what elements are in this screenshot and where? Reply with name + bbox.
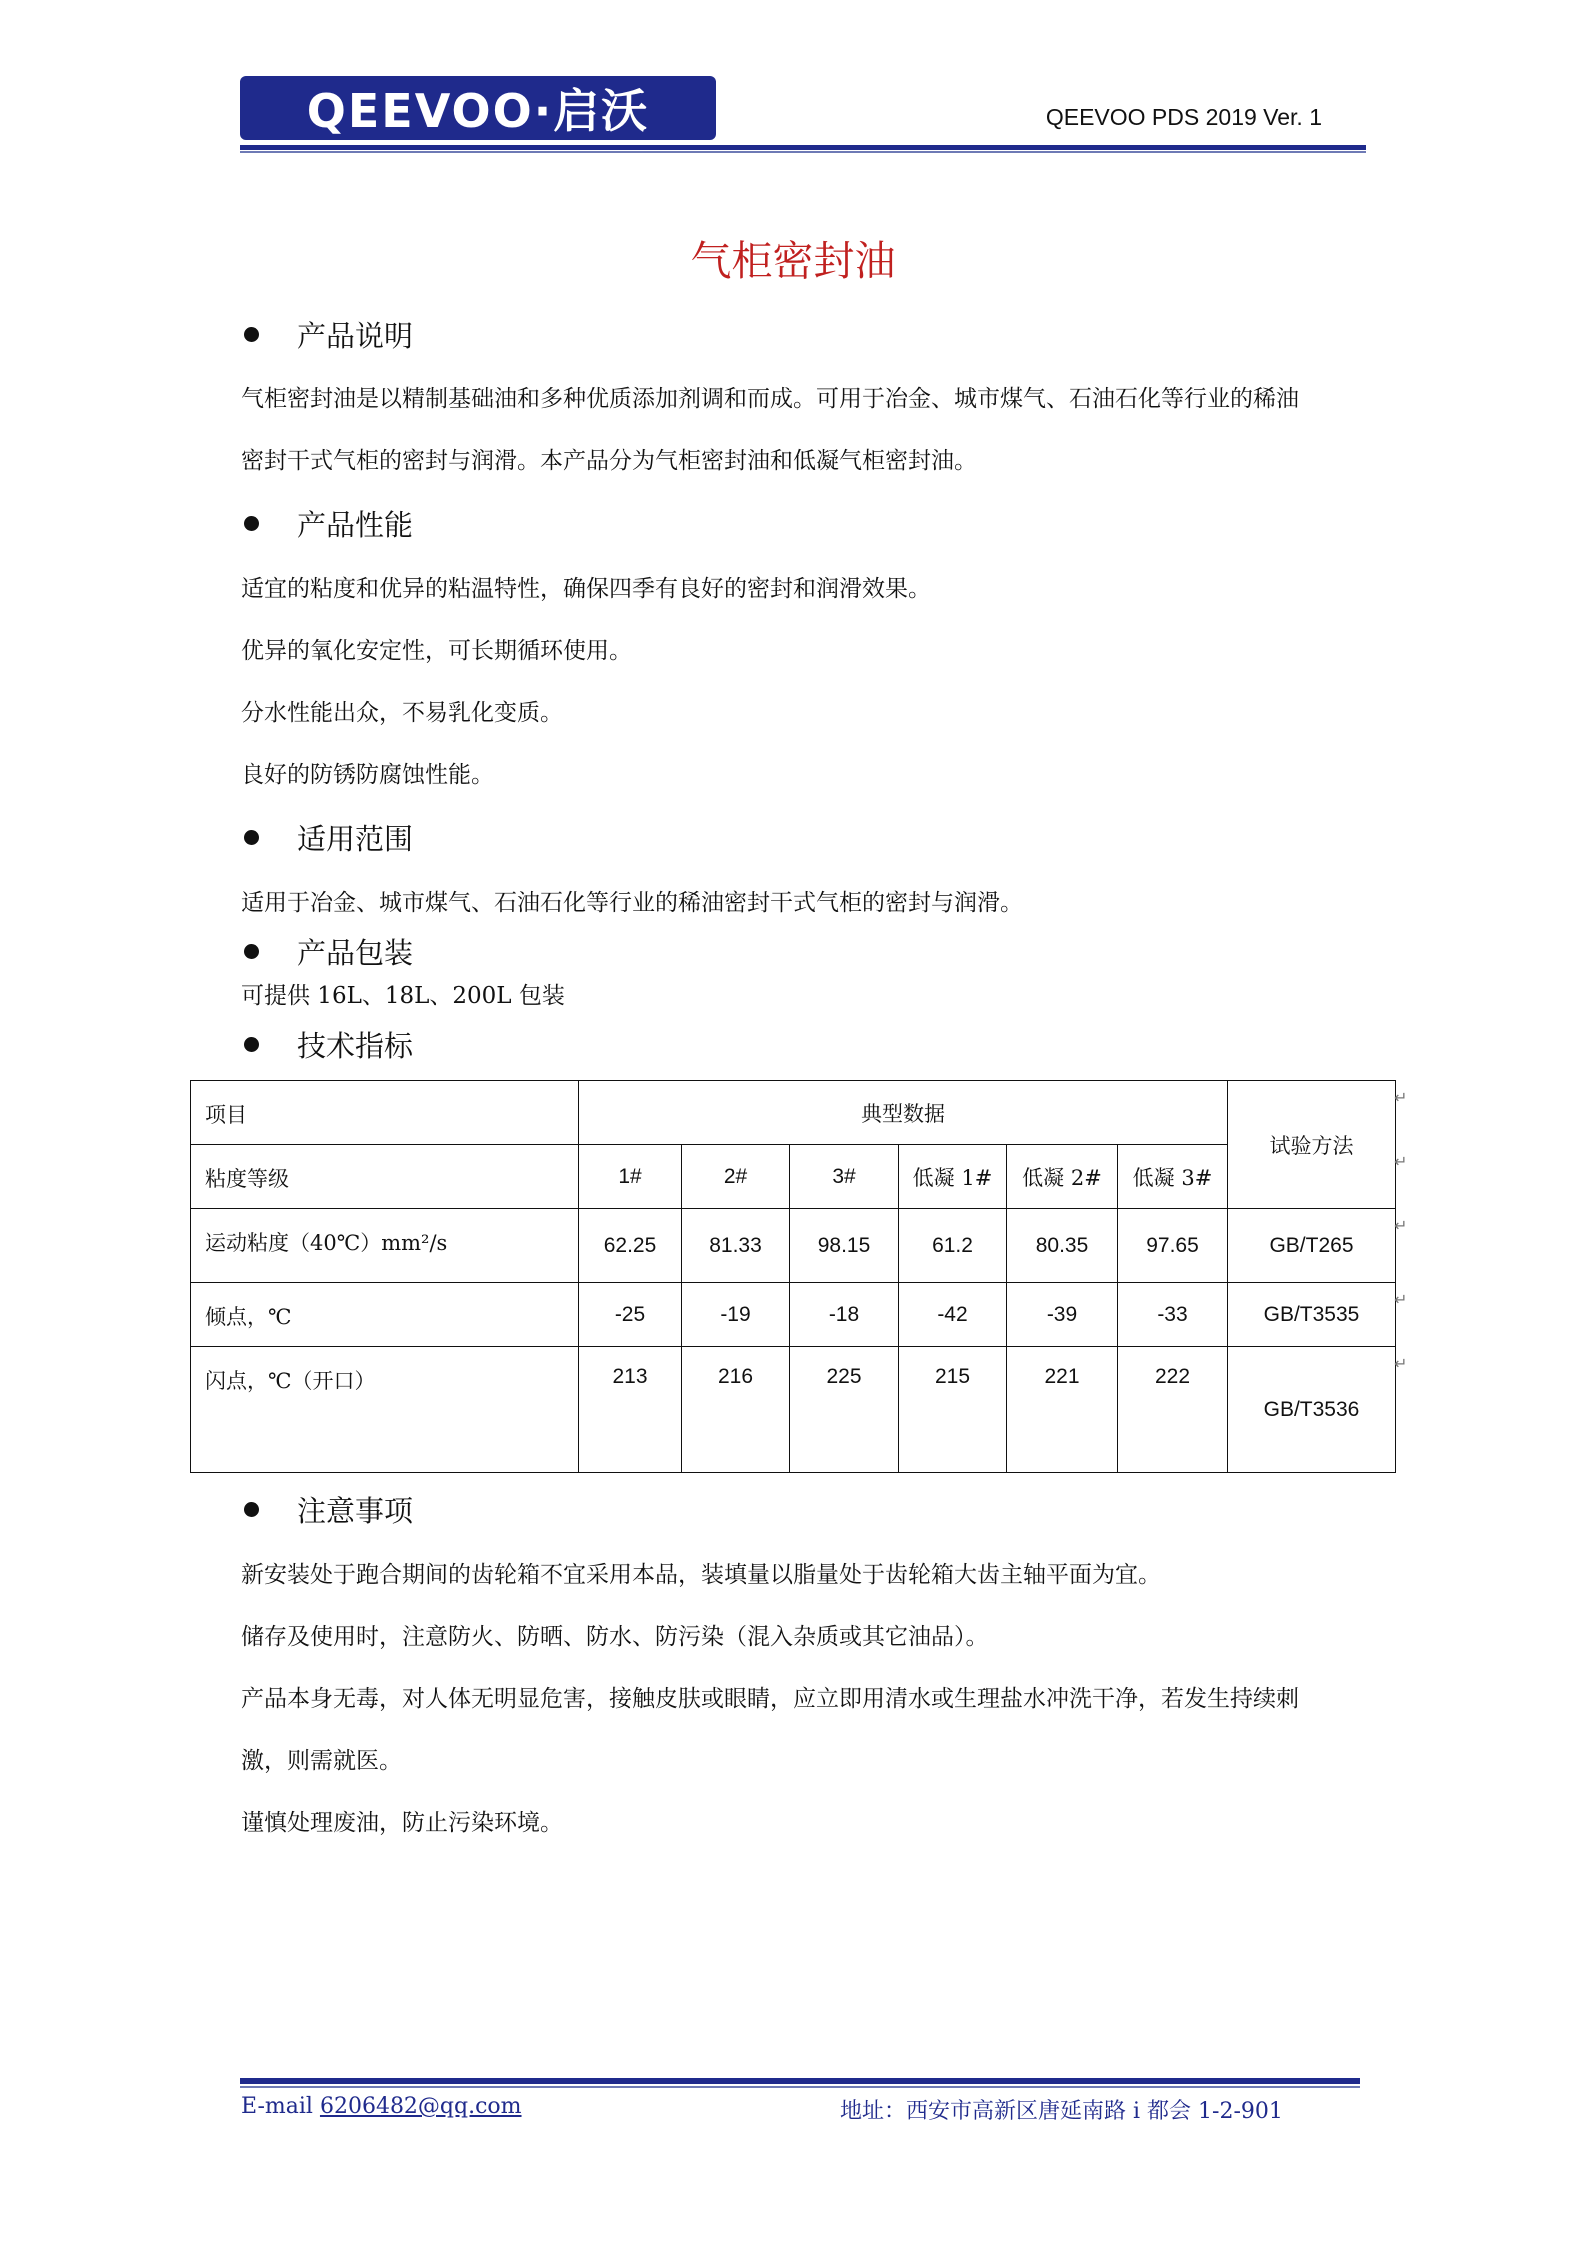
performance-line-3: 分水性能出众，不易乳化变质。 <box>241 700 563 726</box>
grade-cell: 3# <box>790 1145 899 1209</box>
logo-text: QEEVOO·启沃 <box>306 84 650 138</box>
email-link[interactable]: 6206482@qq.com <box>319 2094 522 2119</box>
header-divider <box>240 145 1366 150</box>
spec-table <box>190 1080 1396 1473</box>
table-row <box>191 1209 1396 1283</box>
bullet-icon <box>244 1037 259 1052</box>
bullet-icon <box>244 327 259 342</box>
value-cell: 225 <box>790 1347 899 1473</box>
value-cell: -25 <box>579 1283 682 1347</box>
method-cell: GB/T265 <box>1228 1209 1396 1283</box>
notes-line-2: 储存及使用时，注意防火、防晒、防水、防污染（混入杂质或其它油品）。 <box>241 1624 989 1650</box>
packaging-line-1: 可提供 16L、18L、200L 包装 <box>241 983 565 1009</box>
bullet-icon <box>244 944 259 959</box>
value-cell: 81.33 <box>682 1209 790 1283</box>
document-id: QEEVOO PDS 2019 Ver. 1 <box>1045 104 1322 130</box>
company-logo <box>240 76 716 140</box>
return-mark-icon: ↵ <box>1394 1152 1408 1171</box>
return-mark-icon: ↵ <box>1394 1290 1408 1309</box>
value-cell: -42 <box>899 1283 1007 1347</box>
method-cell: GB/T3536 <box>1228 1347 1396 1473</box>
value-cell: -18 <box>790 1283 899 1347</box>
grade-cell: 2# <box>682 1145 790 1209</box>
value-cell: 215 <box>899 1347 1007 1473</box>
notes-line-3: 产品本身无毒，对人体无明显危害，接触皮肤或眼睛，应立即用清水或生理盐水冲洗干净，若发生持续刺 <box>241 1686 1299 1712</box>
footer-address: 地址：西安市高新区唐延南路 i 都会 1-2-901 <box>840 2099 1283 2124</box>
table-row <box>191 1283 1396 1347</box>
value-cell: -33 <box>1118 1283 1228 1347</box>
section-scope-heading: 适用范围 <box>240 817 413 858</box>
section-description-heading: 产品说明 <box>240 314 413 355</box>
bullet-icon <box>244 516 259 531</box>
row-label-cell: 闪点，℃（开口） <box>191 1347 579 1473</box>
value-cell: 221 <box>1007 1347 1118 1473</box>
header-method-cell: 试验方法 <box>1228 1081 1396 1209</box>
table-grade-row <box>191 1145 1396 1209</box>
row-label-cell: 运动粘度（40℃）mm²/s <box>191 1209 579 1283</box>
footer-divider-thin <box>240 2086 1360 2088</box>
section-specs-heading: 技术指标 <box>240 1024 413 1065</box>
description-line-1: 气柜密封油是以精制基础油和多种优质添加剂调和而成。可用于冶金、城市煤气、石油石化等行业的稀油 <box>241 386 1299 412</box>
header-data-cell: 典型数据 <box>579 1081 1228 1145</box>
performance-line-2: 优异的氧化安定性，可长期循环使用。 <box>241 638 632 664</box>
performance-line-4: 良好的防锈防腐蚀性能。 <box>241 762 494 788</box>
notes-line-4: 激，则需就医。 <box>241 1748 402 1774</box>
scope-line-1: 适用于冶金、城市煤气、石油石化等行业的稀油密封干式气柜的密封与润滑。 <box>241 890 1023 916</box>
return-mark-icon: ↵ <box>1394 1088 1408 1107</box>
section-notes-heading: 注意事项 <box>240 1489 413 1530</box>
value-cell: -19 <box>682 1283 790 1347</box>
row-label-cell: 倾点，℃ <box>191 1283 579 1347</box>
header-divider-thin <box>240 151 1366 153</box>
bullet-icon <box>244 1502 259 1517</box>
footer-divider <box>240 2078 1360 2084</box>
notes-line-1: 新安装处于跑合期间的齿轮箱不宜采用本品，装填量以脂量处于齿轮箱大齿主轴平面为宜。 <box>241 1562 1161 1588</box>
value-cell: 98.15 <box>790 1209 899 1283</box>
header-item-cell: 项目 <box>191 1081 579 1145</box>
value-cell: 213 <box>579 1347 682 1473</box>
footer-email <box>241 2094 522 2119</box>
grade-label-cell: 粘度等级 <box>191 1145 579 1209</box>
value-cell: 62.25 <box>579 1209 682 1283</box>
value-cell: 97.65 <box>1118 1209 1228 1283</box>
value-cell: 222 <box>1118 1347 1228 1473</box>
grade-cell: 低凝 3# <box>1118 1145 1228 1209</box>
section-performance-heading: 产品性能 <box>240 503 413 544</box>
value-cell: 216 <box>682 1347 790 1473</box>
grade-cell: 低凝 1# <box>899 1145 1007 1209</box>
notes-line-5: 谨慎处理废油，防止污染环境。 <box>241 1810 563 1836</box>
table-row <box>191 1347 1396 1473</box>
description-line-2: 密封干式气柜的密封与润滑。本产品分为气柜密封油和低凝气柜密封油。 <box>241 448 977 474</box>
return-mark-icon: ↵ <box>1394 1354 1408 1373</box>
page-title: 气柜密封油 <box>690 237 896 285</box>
section-packaging-heading: 产品包装 <box>240 931 413 972</box>
value-cell: 80.35 <box>1007 1209 1118 1283</box>
return-mark-icon: ↵ <box>1394 1216 1408 1235</box>
grade-cell: 1# <box>579 1145 682 1209</box>
performance-line-1: 适宜的粘度和优异的粘温特性，确保四季有良好的密封和润滑效果。 <box>241 576 931 602</box>
bullet-icon <box>244 830 259 845</box>
table-header-row <box>191 1081 1396 1145</box>
grade-cell: 低凝 2# <box>1007 1145 1118 1209</box>
value-cell: 61.2 <box>899 1209 1007 1283</box>
method-cell: GB/T3535 <box>1228 1283 1396 1347</box>
value-cell: -39 <box>1007 1283 1118 1347</box>
email-label: E-mail <box>241 2094 320 2119</box>
